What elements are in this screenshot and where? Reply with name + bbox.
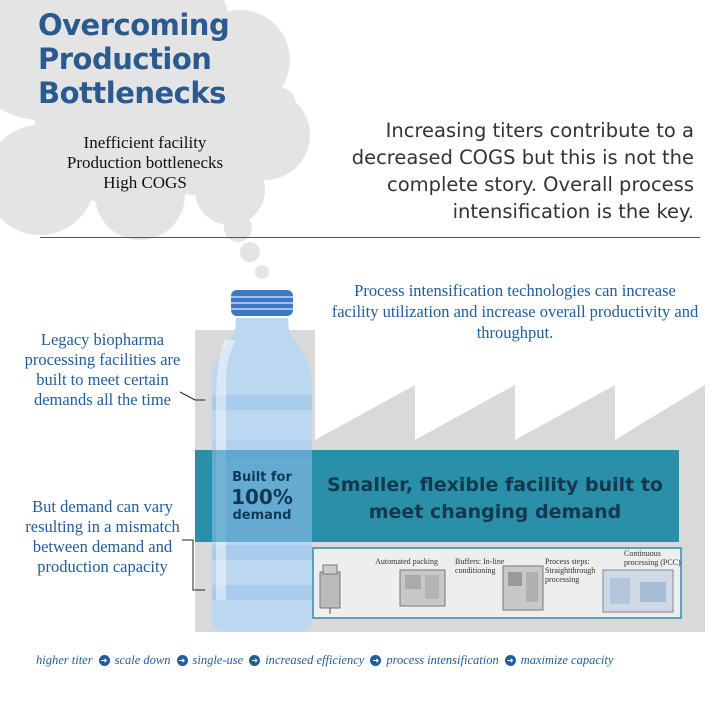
- footer-step: scale down: [114, 653, 171, 667]
- bottle-label: [212, 470, 312, 524]
- equipment-automated-packing: [320, 565, 340, 614]
- divider-line: [40, 237, 700, 238]
- process-intensification-text: Process intensification technologies can increase facility utilization and increase overall productivity and throughput.: [331, 281, 699, 342]
- problem-item: Inefficient facility: [83, 133, 207, 152]
- bottle-label-percent: 100%: [231, 485, 293, 509]
- equipment-buffers: [400, 570, 445, 606]
- bottle-label-line3: demand: [232, 508, 292, 523]
- equipment-label-automated-packing: Automated packing: [375, 557, 438, 566]
- footer-steps: [36, 653, 706, 668]
- problem-list: [50, 133, 240, 193]
- arrow-right-icon: ➜: [177, 655, 188, 666]
- page-title: Overcoming Production Bottlenecks: [38, 8, 230, 110]
- arrow-right-icon: ➜: [249, 655, 260, 666]
- arrow-right-icon: ➜: [99, 655, 110, 666]
- footer-step: increased efficiency: [265, 653, 365, 667]
- arrow-right-icon: ➜: [370, 655, 381, 666]
- footer-step: higher titer: [36, 653, 93, 667]
- footer-step: maximize capacity: [520, 653, 614, 667]
- equipment-label-process-steps: Process steps: Straightthrough processing: [545, 557, 596, 584]
- equipment-label-continuous-processing: Continuous processing (PCC): [624, 549, 681, 567]
- demand-mismatch-text: But demand can vary resulting in a mismatch between demand and production capacity: [25, 497, 180, 576]
- problem-item: High COGS: [103, 173, 187, 192]
- footer-step: single-use: [192, 653, 244, 667]
- problem-item: Production bottlenecks: [66, 153, 224, 172]
- bottle-label-line1: Built for: [232, 470, 292, 485]
- footer-step: process intensification: [386, 653, 499, 667]
- headline-text: Increasing titers contribute to a decreased COGS but this is not the complete story. Overall process intensification is the key.: [351, 119, 694, 223]
- flexible-facility-text: Smaller, flexible facility built to meet changing demand: [327, 474, 663, 523]
- equipment-label-buffers: Buffers: In-line conditioning: [455, 557, 505, 575]
- legacy-facilities-text: Legacy biopharma processing facilities are built to meet certain demands all the time: [24, 330, 181, 409]
- arrow-right-icon: ➜: [505, 655, 516, 666]
